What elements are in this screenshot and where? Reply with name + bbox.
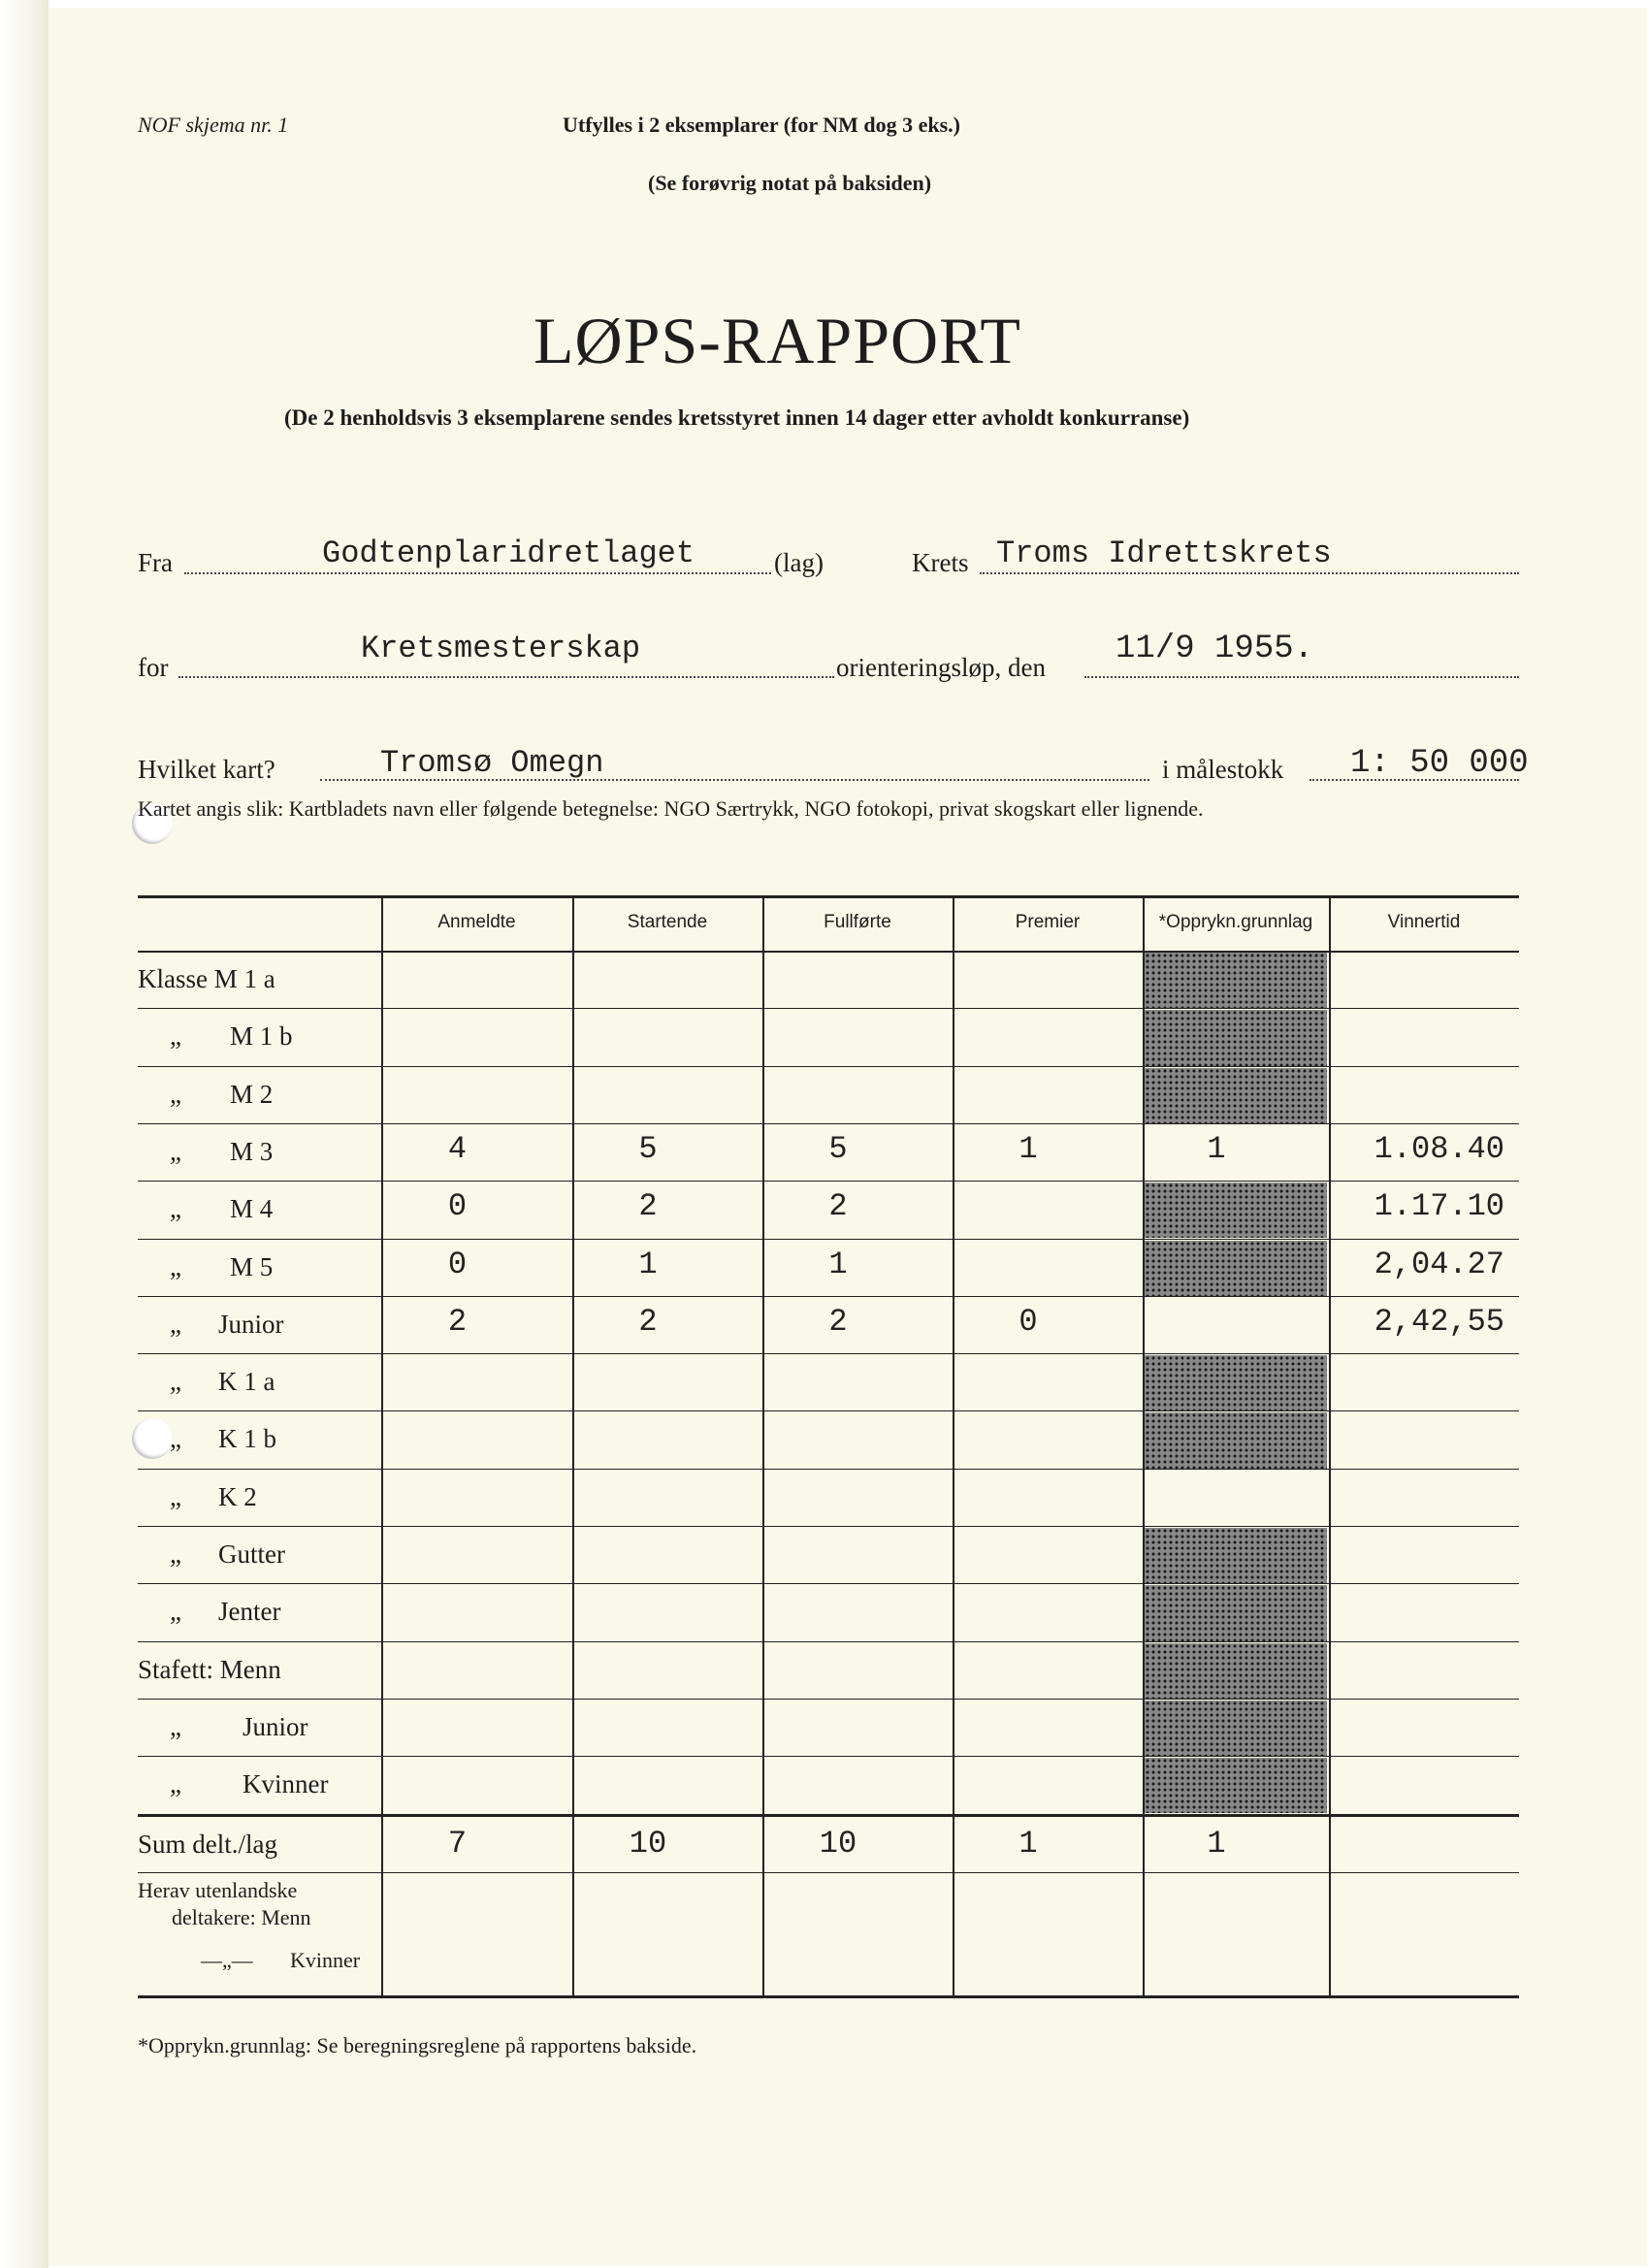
row-label: Gutter <box>218 1539 285 1569</box>
orient-label: orienteringsløp, den <box>836 653 1046 682</box>
shaded-cell <box>1145 1412 1327 1468</box>
cell-anmeldte: 0 <box>447 1246 468 1282</box>
row-label: K 1 b <box>218 1424 276 1454</box>
cell-anmeldte: 4 <box>447 1130 468 1167</box>
row-ditto-mark: „ <box>170 1136 181 1166</box>
kart-value: Tromsø Omegn <box>380 745 604 781</box>
foreign-men-label-line1: Herav utenlandske <box>138 1877 298 1902</box>
shaded-cell <box>1145 1758 1327 1813</box>
row-label: M 3 <box>230 1136 274 1166</box>
fra-line <box>184 572 771 574</box>
cell-fullforte: 2 <box>828 1188 848 1225</box>
fra-label: Fra <box>138 548 173 577</box>
fra-value: Godtenplaridretlaget <box>322 535 695 571</box>
cell-fullforte: 1 <box>828 1246 848 1282</box>
malestokk-value: 1: 50 000 <box>1350 745 1529 782</box>
sum-divider <box>138 1872 1519 1873</box>
row-label: Junior <box>242 1711 308 1741</box>
column-divider <box>1329 895 1331 1995</box>
row-label: M 2 <box>230 1079 274 1109</box>
table-top-border <box>138 895 1519 898</box>
shaded-cell <box>1145 1010 1327 1065</box>
row-ditto-mark: „ <box>170 1769 181 1799</box>
row-divider <box>138 1756 1519 1757</box>
cell-startende: 2 <box>638 1303 658 1340</box>
sum-opprykn: 1 <box>1207 1825 1226 1862</box>
date-line <box>1084 676 1519 678</box>
shaded-cell <box>1145 1643 1327 1699</box>
row-divider <box>138 1353 1519 1354</box>
cell-fullforte: 5 <box>828 1130 848 1167</box>
column-header: Anmeldte <box>437 912 516 932</box>
foreign-women-ditto: —„— <box>201 1947 253 1972</box>
row-label: Kvinner <box>242 1769 329 1799</box>
shaded-cell <box>1145 1701 1327 1756</box>
row-divider <box>138 1641 1519 1642</box>
shaded-cell <box>1145 1528 1327 1583</box>
cell-startende: 1 <box>638 1246 658 1282</box>
row-label: Stafett: Menn <box>138 1654 281 1684</box>
cell-startende: 2 <box>638 1188 658 1225</box>
sum-startende: 10 <box>629 1825 667 1862</box>
row-ditto-mark: „ <box>170 1539 181 1569</box>
row-ditto-mark: „ <box>170 1711 181 1741</box>
cell-opprykn: 1 <box>1207 1130 1226 1167</box>
cell-vinnertid: 2,42,55 <box>1374 1303 1504 1340</box>
cell-vinnertid: 1.08.40 <box>1374 1130 1504 1167</box>
shaded-cell <box>1145 1241 1327 1296</box>
row-label: Klasse M 1 a <box>138 964 275 993</box>
row-divider <box>138 1008 1519 1009</box>
cell-fullforte: 2 <box>828 1303 848 1340</box>
table-bottom-border <box>138 1995 1519 1998</box>
row-ditto-mark: „ <box>170 1079 181 1109</box>
foreign-women-label: Kvinner <box>290 1947 361 1972</box>
row-divider <box>138 1699 1519 1700</box>
column-header: *Opprykn.grunnlag <box>1158 912 1313 932</box>
krets-line <box>980 572 1519 574</box>
punch-hole-bottom <box>132 1418 173 1459</box>
row-divider <box>138 1583 1519 1584</box>
column-header: Startende <box>627 912 708 932</box>
row-divider <box>138 1181 1519 1182</box>
malestokk-label: i målestokk <box>1162 755 1284 784</box>
row-ditto-mark: „ <box>170 1194 181 1224</box>
foreign-men-label-line2: deltakere: Menn <box>172 1904 311 1929</box>
row-label: K 2 <box>218 1481 257 1511</box>
cell-anmeldte: 2 <box>447 1303 468 1340</box>
row-ditto-mark: „ <box>170 1597 181 1627</box>
row-ditto-mark: „ <box>170 1309 181 1339</box>
sum-label: Sum delt./lag <box>138 1829 277 1859</box>
column-header: Fullførte <box>824 912 891 932</box>
row-label: M 1 b <box>230 1021 293 1052</box>
header-bottom-border <box>138 951 1519 953</box>
row-divider <box>138 1296 1519 1297</box>
page-subtitle: (De 2 henholdsvis 3 eksemplarene sendes kretsstyret innen 14 dager etter avholdt konkurranse) <box>284 405 1190 430</box>
row-ditto-mark: „ <box>170 1021 181 1052</box>
row-divider <box>138 1066 1519 1067</box>
krets-value: Troms Idrettskrets <box>996 535 1332 571</box>
row-ditto-mark: „ <box>170 1251 181 1281</box>
row-label: Junior <box>218 1309 284 1339</box>
shaded-cell <box>1145 1183 1327 1238</box>
cell-anmeldte: 0 <box>447 1188 468 1225</box>
shaded-cell <box>1145 1068 1327 1123</box>
row-divider <box>138 1526 1519 1527</box>
column-header: Premier <box>1015 912 1081 932</box>
cell-premier: 1 <box>1018 1130 1038 1167</box>
row-label: M 5 <box>230 1251 274 1281</box>
scan-background <box>0 0 48 2268</box>
see-note: (Se forøvrig notat på baksiden) <box>648 171 932 195</box>
row-divider <box>138 1239 1519 1240</box>
sum-fullforte: 10 <box>819 1825 857 1862</box>
sum-anmeldte: 7 <box>447 1825 468 1862</box>
for-line <box>178 676 834 678</box>
kart-note: Kartet angis slik: Kartbladets navn eller følgende betegnelse: NGO Særtrykk, NGO fotokopi, privat skogskart eller lignende. <box>138 796 1204 821</box>
sum-premier: 1 <box>1018 1825 1038 1862</box>
cell-premier: 0 <box>1018 1303 1038 1340</box>
shaded-cell <box>1145 953 1327 1008</box>
date-value: 11/9 1955. <box>1116 631 1314 667</box>
column-header: Vinnertid <box>1387 912 1461 932</box>
row-ditto-mark: „ <box>170 1424 181 1454</box>
kart-label: Hvilket kart? <box>138 755 275 784</box>
schema-number: NOF skjema nr. 1 <box>138 113 289 137</box>
for-label: for <box>138 653 169 682</box>
footnote: *Opprykn.grunnlag: Se beregningsreglene på rapportens bakside. <box>138 2033 697 2057</box>
row-ditto-mark: „ <box>170 1367 181 1397</box>
shaded-cell <box>1145 1585 1327 1640</box>
row-ditto-mark: „ <box>170 1481 181 1511</box>
copies-note: Utfylles i 2 eksemplarer (for NM dog 3 eks.) <box>563 113 960 137</box>
page-title: LØPS-RAPPORT <box>534 304 1021 377</box>
cell-vinnertid: 2,04.27 <box>1374 1246 1504 1282</box>
row-label: Jenter <box>218 1597 281 1627</box>
cell-startende: 5 <box>638 1130 658 1167</box>
shaded-cell <box>1145 1355 1327 1410</box>
krets-label: Krets <box>912 548 969 577</box>
row-divider <box>138 1469 1519 1470</box>
row-label: K 1 a <box>218 1367 275 1397</box>
for-value: Kretsmesterskap <box>361 631 641 666</box>
row-divider <box>138 1410 1519 1411</box>
lag-label: (lag) <box>774 548 824 577</box>
cell-vinnertid: 1.17.10 <box>1374 1188 1504 1225</box>
row-divider <box>138 1123 1519 1124</box>
row-divider <box>138 1814 1519 1817</box>
row-label: M 4 <box>230 1194 274 1224</box>
